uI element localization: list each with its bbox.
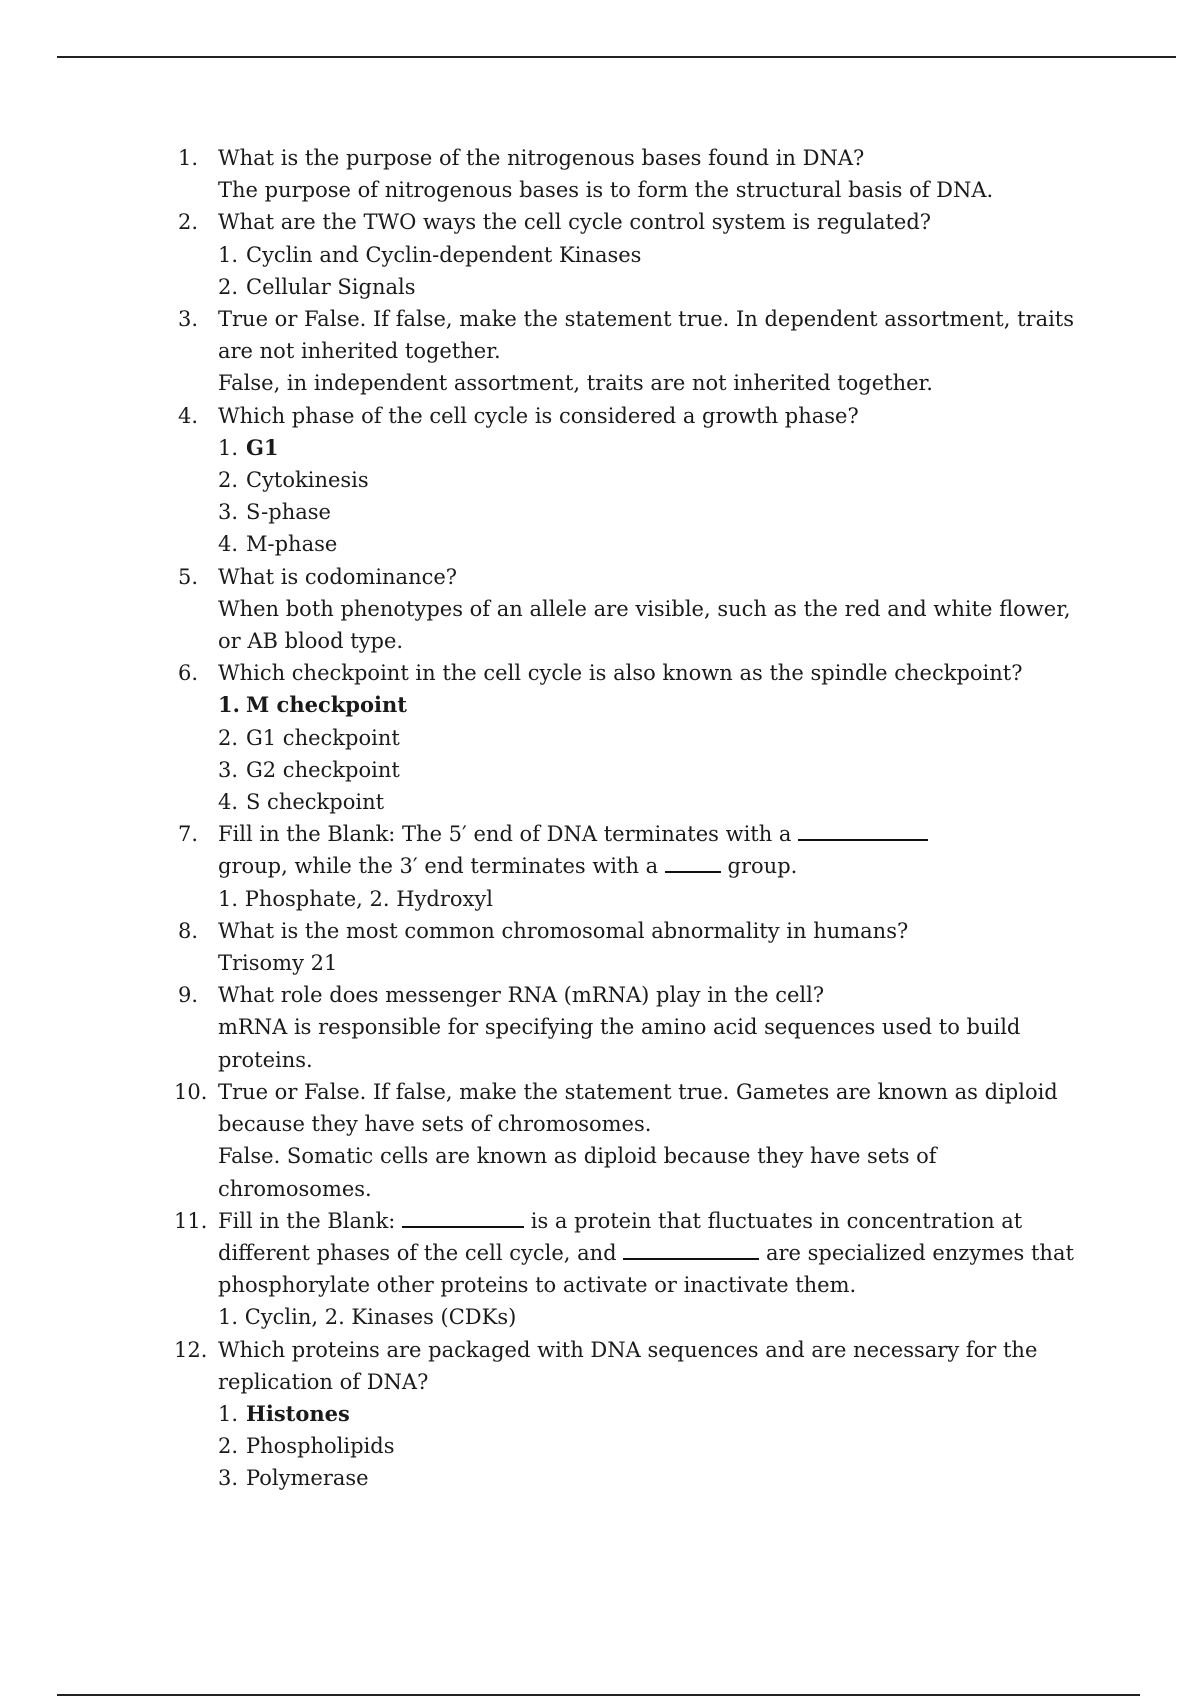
- question-6: [178, 657, 1078, 818]
- question-number: 5.: [178, 564, 199, 589]
- fill-blank: [798, 819, 928, 841]
- answer-option-correct: 1. Histones: [218, 1400, 350, 1426]
- question-4: [178, 400, 1078, 561]
- question-number: 7.: [178, 822, 199, 847]
- question-text: What is codominance?: [218, 564, 458, 589]
- answer-option: 1. Cyclin and Cyclin-dependent Kinases: [218, 242, 642, 267]
- answer-option: 2. G1 checkpoint: [218, 725, 400, 750]
- answer-text: mRNA is responsible for specifying the amino acid sequences used to build proteins.: [218, 1015, 1021, 1072]
- question-3: [178, 303, 1078, 400]
- answer-option: 4. S checkpoint: [218, 790, 385, 815]
- question-text: What are the TWO ways the cell cycle control system is regulated?: [218, 210, 932, 235]
- question-12: [174, 1334, 1078, 1495]
- answer-option: 3. S-phase: [218, 500, 331, 525]
- answer-text: False. Somatic cells are known as diploid because they have sets of chromosomes.: [218, 1144, 937, 1201]
- question-number: 3.: [178, 307, 199, 332]
- question-2: [178, 206, 1078, 303]
- question-text: Which checkpoint in the cell cycle is also known as the spindle checkpoint?: [218, 661, 1023, 686]
- question-7: [178, 818, 1078, 915]
- answer-text: When both phenotypes of an allele are visible, such as the red and white flower, or AB blood type.: [218, 596, 1071, 654]
- question-9: [178, 979, 1078, 1076]
- question-text: Which proteins are packaged with DNA sequences and are necessary for the replication of DNA?: [218, 1337, 1038, 1394]
- question-5: [178, 561, 1078, 658]
- answer-option: 2. Phospholipids: [218, 1434, 395, 1459]
- question-number: 12.: [174, 1337, 208, 1362]
- question-text: Fill in the Blank: is a protein that fluctuates in concentration at different phases of the cell cycle, and are specialized enzymes that phosphorylate other proteins to activate or inactivate them.: [218, 1205, 1078, 1302]
- answer-option-correct: 1. M checkpoint: [218, 692, 407, 718]
- question-text: Which phase of the cell cycle is considered a growth phase?: [218, 403, 859, 428]
- answer-text: The purpose of nitrogenous bases is to form the structural basis of DNA.: [218, 178, 994, 203]
- fill-blank: [402, 1206, 524, 1228]
- question-text-continued: group, while the 3′ end terminates with a group.: [218, 850, 1078, 882]
- top-rule: [57, 56, 1176, 58]
- question-8: [178, 915, 1078, 979]
- question-text: What role does messenger RNA (mRNA) play in the cell?: [218, 983, 825, 1008]
- bottom-rule: [57, 1694, 1140, 1696]
- answer-text: Trisomy 21: [218, 951, 338, 976]
- question-number: 2.: [178, 210, 199, 235]
- question-text: True or False. If false, make the statement true. In dependent assortment, traits are not inherited together.: [218, 307, 1075, 364]
- answer-option: 3. G2 checkpoint: [218, 757, 400, 782]
- question-number: 1.: [178, 146, 199, 170]
- fill-blank: [665, 851, 721, 873]
- question-10: [174, 1076, 1078, 1205]
- question-number: 9.: [178, 983, 199, 1008]
- fill-blank: [623, 1238, 759, 1260]
- question-number: 11.: [174, 1208, 208, 1233]
- answer-option-correct: 1. G1: [218, 434, 279, 460]
- answer-text: 1. Phosphate, 2. Hydroxyl: [218, 886, 493, 911]
- answer-option: 3. Polymerase: [218, 1466, 369, 1491]
- question-text: What is the purpose of the nitrogenous bases found in DNA?: [218, 146, 865, 170]
- question-number: 8.: [178, 918, 199, 943]
- question-11: [174, 1205, 1078, 1334]
- question-text: What is the most common chromosomal abnormality in humans?: [218, 918, 909, 943]
- question-text: Fill in the Blank: The 5′ end of DNA terminates with a: [218, 818, 1078, 850]
- question-text: True or False. If false, make the statement true. Gametes are known as diploid because they have sets of chromosomes.: [218, 1079, 1058, 1137]
- question-1: [178, 142, 1078, 206]
- answer-text: 1. Cyclin, 2. Kinases (CDKs): [218, 1305, 517, 1330]
- answer-option: 4. M-phase: [218, 532, 338, 557]
- question-number: 6.: [178, 661, 199, 686]
- answer-text: False, in independent assortment, traits are not inherited together.: [218, 371, 933, 396]
- question-list: [174, 142, 1078, 1495]
- question-number: 10.: [174, 1079, 208, 1104]
- answer-option: 2. Cytokinesis: [218, 468, 369, 493]
- answer-option: 2. Cellular Signals: [218, 274, 416, 299]
- question-number: 4.: [178, 403, 199, 428]
